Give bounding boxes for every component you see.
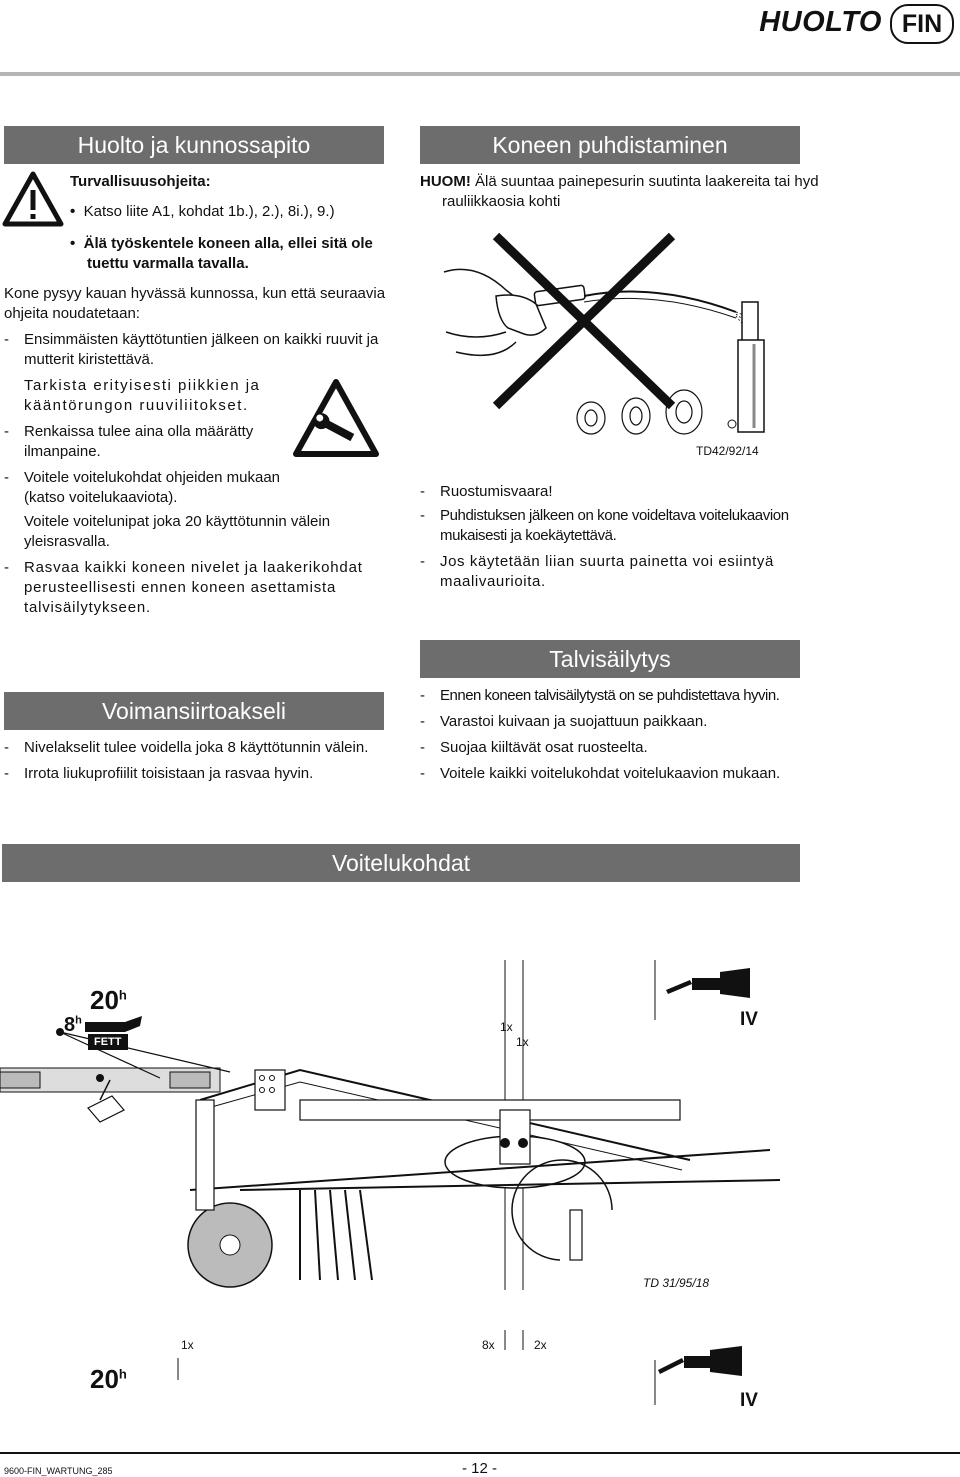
count-1x-b: 1x [516, 1035, 529, 1049]
safety-heading: Turvallisuusohjeita: [70, 173, 211, 190]
language-badge: FIN [890, 4, 954, 44]
item-winter-grease: - Rasvaa kaikki koneen nivelet ja laakerikohdat perusteellisesti ennen koneen asettamista talvisäilytykseen. [4, 559, 363, 616]
page-header-title: HUOLTO [759, 6, 882, 38]
section-title-winter: Talvisäilytys [420, 640, 800, 678]
grease-type-iv-bottom: IV [740, 1390, 758, 1411]
intro-text: Kone pysyy kauan hyvässä kunnossa, kun että seuraavia ohjeita noudatetaan: [4, 285, 386, 322]
winter-item-3: - Suojaa kiiltävät osat ruosteelta. [420, 739, 648, 756]
spanner-warning-icon [292, 378, 380, 458]
safety-item-1: • Katso liite A1, kohdat 1b.), 2.), 8i.), 9.) [70, 203, 335, 220]
header-rule [0, 72, 960, 76]
cleaning-item-3: - Jos käytetään liian suurta painetta voi esiintyä maalivaurioita. [420, 553, 774, 590]
lube-bottom-graphics [0, 1330, 960, 1420]
item-tighten-note: Tarkista erityisesti piikkien ja kääntörungon ruuviliitokset. [24, 377, 261, 414]
winter-item-4: - Voitele kaikki voitelukohdat voitelukaavion mukaan. [420, 765, 781, 782]
section-title-lube-points: Voitelukohdat [2, 844, 800, 882]
section-title-shaft: Voimansiirtoakseli [4, 692, 384, 730]
shaft-item-1: - Nivelakselit tulee voidella joka 8 käyttötunnin välein. [4, 739, 369, 756]
bottom-count-2x: 2x [534, 1338, 547, 1352]
winter-item-1: - Ennen koneen talvisäilytystä on se puhdistettava hyvin. [420, 687, 780, 704]
count-1x-a: 1x [500, 1020, 513, 1034]
footer-doc-code: 9600-FIN_WARTUNG_285 [4, 1466, 113, 1476]
item-lubricate: - Voitele voitelukohdat ohjeiden mukaan (katso voitelukaaviota). [4, 469, 281, 506]
lube-figure-code: TD 31/95/18 [643, 1276, 710, 1290]
pressure-washer-illustration [436, 232, 772, 458]
fett-label: FETT [88, 1034, 128, 1050]
bottom-count-8x: 8x [482, 1338, 495, 1352]
item-tyres: - Renkaissa tulee aina olla määrätty ilmanpaine. [4, 423, 254, 460]
footer-rule [0, 1452, 960, 1454]
section-title-cleaning: Koneen puhdistaminen [420, 126, 800, 164]
label-8h: 8$^h$ [64, 1014, 82, 1036]
bottom-count-1x: 1x [181, 1338, 194, 1352]
warning-triangle-icon [2, 171, 64, 227]
label-20h-top: 20$^h$ [90, 985, 127, 1015]
cleaning-item-2: - Puhdistuksen jälkeen on kone voideltava voitelukaavion mukaisesti ja koekäytettävä. [420, 507, 789, 544]
safety-item-2: • Älä työskentele koneen alla, ellei sitä ole tuettu varmalla tavalla. [70, 235, 373, 272]
cleaning-figure-code: TD42/92/14 [696, 444, 759, 458]
footer-page-number: - 12 - [462, 1460, 498, 1477]
cleaning-note: HUOM! Älä suuntaa painepesurin suutinta laakereita tai hyd rauliikkaosia kohti [420, 173, 819, 210]
item-tighten: - Ensimmäisten käyttötuntien jälkeen on kaikki ruuvit ja mutterit kiristettävä. [4, 331, 379, 368]
shaft-item-2: - Irrota liukuprofiilit toisistaan ja rasvaa hyvin. [4, 765, 314, 782]
grease-type-iv-top: IV [740, 1009, 758, 1030]
label-20h-bottom: 20$^h$ [90, 1364, 127, 1394]
section-title-maintenance: Huolto ja kunnossapito [4, 126, 384, 164]
lubrication-diagram [0, 960, 960, 1310]
winter-item-2: - Varastoi kuivaan ja suojattuun paikkaan. [420, 713, 708, 730]
item-lubricate-note: Voitele voitelunipat joka 20 käyttötunnin välein yleisrasvalla. [24, 513, 331, 550]
cleaning-item-1: - Ruostumisvaara! [420, 483, 553, 500]
